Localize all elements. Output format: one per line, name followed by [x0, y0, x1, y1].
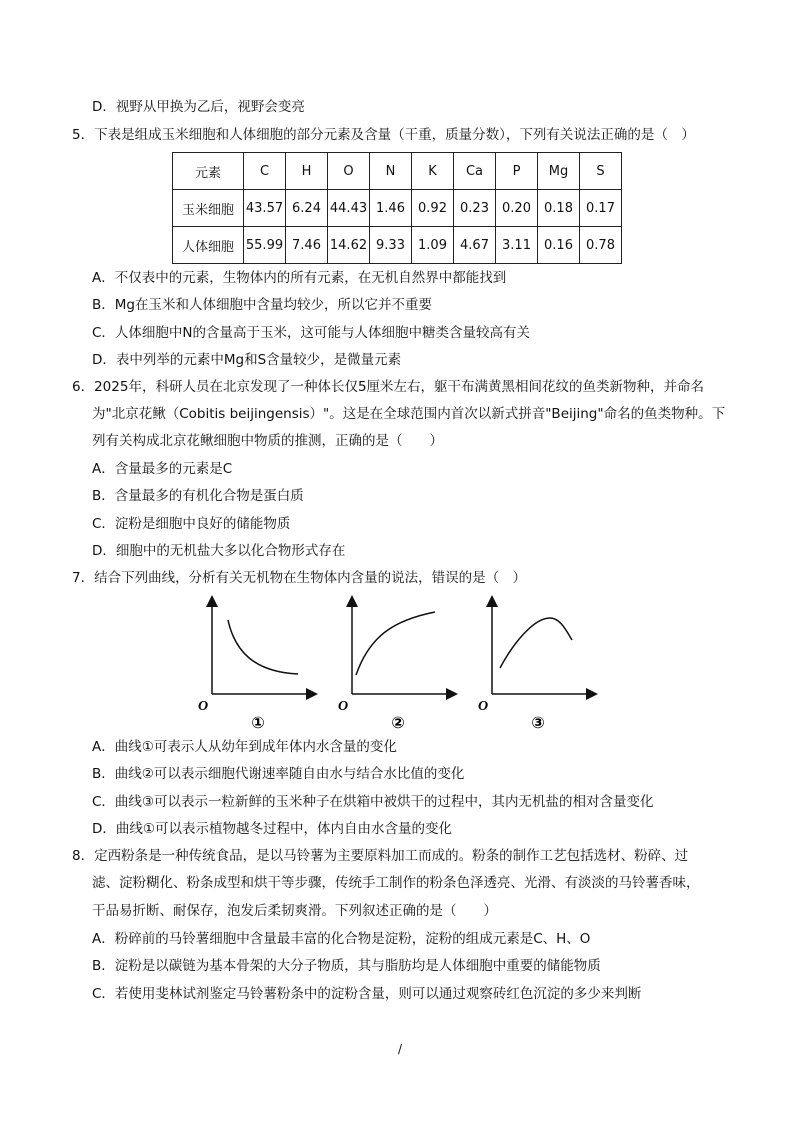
table-cell: 43.57: [244, 190, 286, 227]
table-cell: O: [328, 153, 370, 190]
q7-option-b: B．曲线②可以表示细胞代谢速率随自由水与结合水比值的变化: [92, 766, 465, 782]
table-cell: 14.62: [328, 227, 370, 264]
element-content-table: [172, 152, 622, 264]
q7-stem: 7．结合下列曲线，分析有关无机物在生物体内含量的说法，错误的是（ ）: [72, 570, 527, 586]
page-number: /: [398, 1042, 403, 1056]
q8-option-c: C．若使用斐林试剂鉴定马铃薯粉条中的淀粉含量，则可以通过观察砖红色沉淀的多少来判断: [92, 986, 642, 1002]
table-cell: P: [496, 153, 538, 190]
origin-label: O: [478, 699, 489, 714]
curve-increasing: [356, 612, 435, 675]
table-cell: Ca: [454, 153, 496, 190]
origin-label: O: [338, 699, 349, 714]
table-cell: 0.17: [580, 190, 622, 227]
q5-option-b: B．Mg在玉米和人体细胞中含量均较少，所以它并不重要: [92, 297, 432, 313]
table-cell: 3.11: [496, 227, 538, 264]
q6-option-c: C．淀粉是细胞中良好的储能物质: [92, 516, 291, 532]
q7-option-a: A．曲线①可表示人从幼年到成年体内水含量的变化: [92, 739, 397, 755]
curve-decreasing: [228, 620, 298, 674]
table-cell: 4.67: [454, 227, 496, 264]
table-cell: 6.24: [286, 190, 328, 227]
table-cell: 44.43: [328, 190, 370, 227]
q8-stem-line-3: 干品易折断、耐保存，泡发后柔韧爽滑。下列叙述正确的是（ ）: [92, 903, 497, 919]
table-cell: K: [412, 153, 454, 190]
q5-option-a: A．不仅表中的元素，生物体内的所有元素，在无机自然界中都能找到: [92, 270, 507, 286]
table-cell: 0.20: [496, 190, 538, 227]
table-cell: 元素: [173, 153, 244, 190]
q5-option-c: C．人体细胞中N的含量高于玉米，这可能与人体细胞中糖类含量较高有关: [92, 325, 531, 341]
table-cell: N: [370, 153, 412, 190]
q6-option-b: B．含量最多的有机化合物是蛋白质: [92, 488, 304, 504]
table-cell: S: [580, 153, 622, 190]
graph-2: [338, 598, 455, 732]
table-cell: 0.78: [580, 227, 622, 264]
q8-option-a: A．粉碎前的马铃薯细胞中含量最丰富的化合物是淀粉，淀粉的组成元素是C、H、O: [92, 931, 591, 947]
q6-option-d: D．细胞中的无机盐大多以化合物形式存在: [92, 543, 346, 559]
table-cell: 7.46: [286, 227, 328, 264]
q5-option-d: D．表中列举的元素中Mg和S含量较少，是微量元素: [92, 352, 402, 368]
table-row: [173, 227, 622, 264]
q6-option-a: A．含量最多的元素是C: [92, 461, 233, 477]
q8-stem-line-2: 滤、淀粉糊化、粉条成型和烘干等步骤，传统手工制作的粉条色泽透亮、光滑、有淡淡的马铃薯香味，: [92, 875, 700, 891]
q8-stem-line-1: 8．定西粉条是一种传统食品，是以马铃薯为主要原料加工而成的。粉条的制作工艺包括选材、粉碎、过: [72, 848, 689, 864]
q6-stem-line-1: 6．2025年，科研人员在北京发现了一种体长仅5厘米左右，躯干布满黄黑相间花纹的鱼类新物种，并命名: [72, 379, 705, 395]
table-cell: 玉米细胞: [173, 190, 244, 227]
graph-label: ③: [531, 713, 545, 732]
q6-stem-line-2: 为"北京花鳅（Cobitis beijingensis）"。这是在全球范围内首次以新式拼音"Beijing"命名的鱼类物种。下: [92, 406, 726, 422]
table-cell: Mg: [538, 153, 580, 190]
curve-rise-fall: [500, 618, 572, 668]
table-cell: 0.18: [538, 190, 580, 227]
table-cell: 0.16: [538, 227, 580, 264]
table-cell: 1.46: [370, 190, 412, 227]
q6-stem-line-3: 列有关构成北京花鳅细胞中物质的推测，正确的是（ ）: [92, 433, 443, 449]
graph-3: [478, 598, 595, 732]
graph-1: [198, 598, 315, 732]
q8-option-b: B．淀粉是以碳链为基本骨架的大分子物质，其与脂肪均是人体细胞中重要的储能物质: [92, 958, 601, 974]
table-row: [173, 190, 622, 227]
table-cell: 人体细胞: [173, 227, 244, 264]
table-cell: 9.33: [370, 227, 412, 264]
graph-label: ①: [251, 713, 265, 732]
q7-curve-graphs: [190, 590, 610, 735]
table-header-row: [173, 153, 622, 190]
table-cell: H: [286, 153, 328, 190]
table-cell: 1.09: [412, 227, 454, 264]
q7-option-d: D．曲线①可以表示植物越冬过程中，体内自由水含量的变化: [92, 821, 452, 837]
table-cell: 0.92: [412, 190, 454, 227]
q4-option-d: D．视野从甲换为乙后，视野会变亮: [92, 99, 305, 115]
table-cell: C: [244, 153, 286, 190]
table-cell: 0.23: [454, 190, 496, 227]
q5-stem: 5．下表是组成玉米细胞和人体细胞的部分元素及含量（干重，质量分数），下列有关说法正确的是（ ）: [72, 127, 695, 143]
origin-label: O: [198, 699, 209, 714]
table-cell: 55.99: [244, 227, 286, 264]
graph-label: ②: [391, 713, 405, 732]
q7-option-c: C．曲线③可以表示一粒新鲜的玉米种子在烘箱中被烘干的过程中，其内无机盐的相对含量变化: [92, 794, 654, 810]
